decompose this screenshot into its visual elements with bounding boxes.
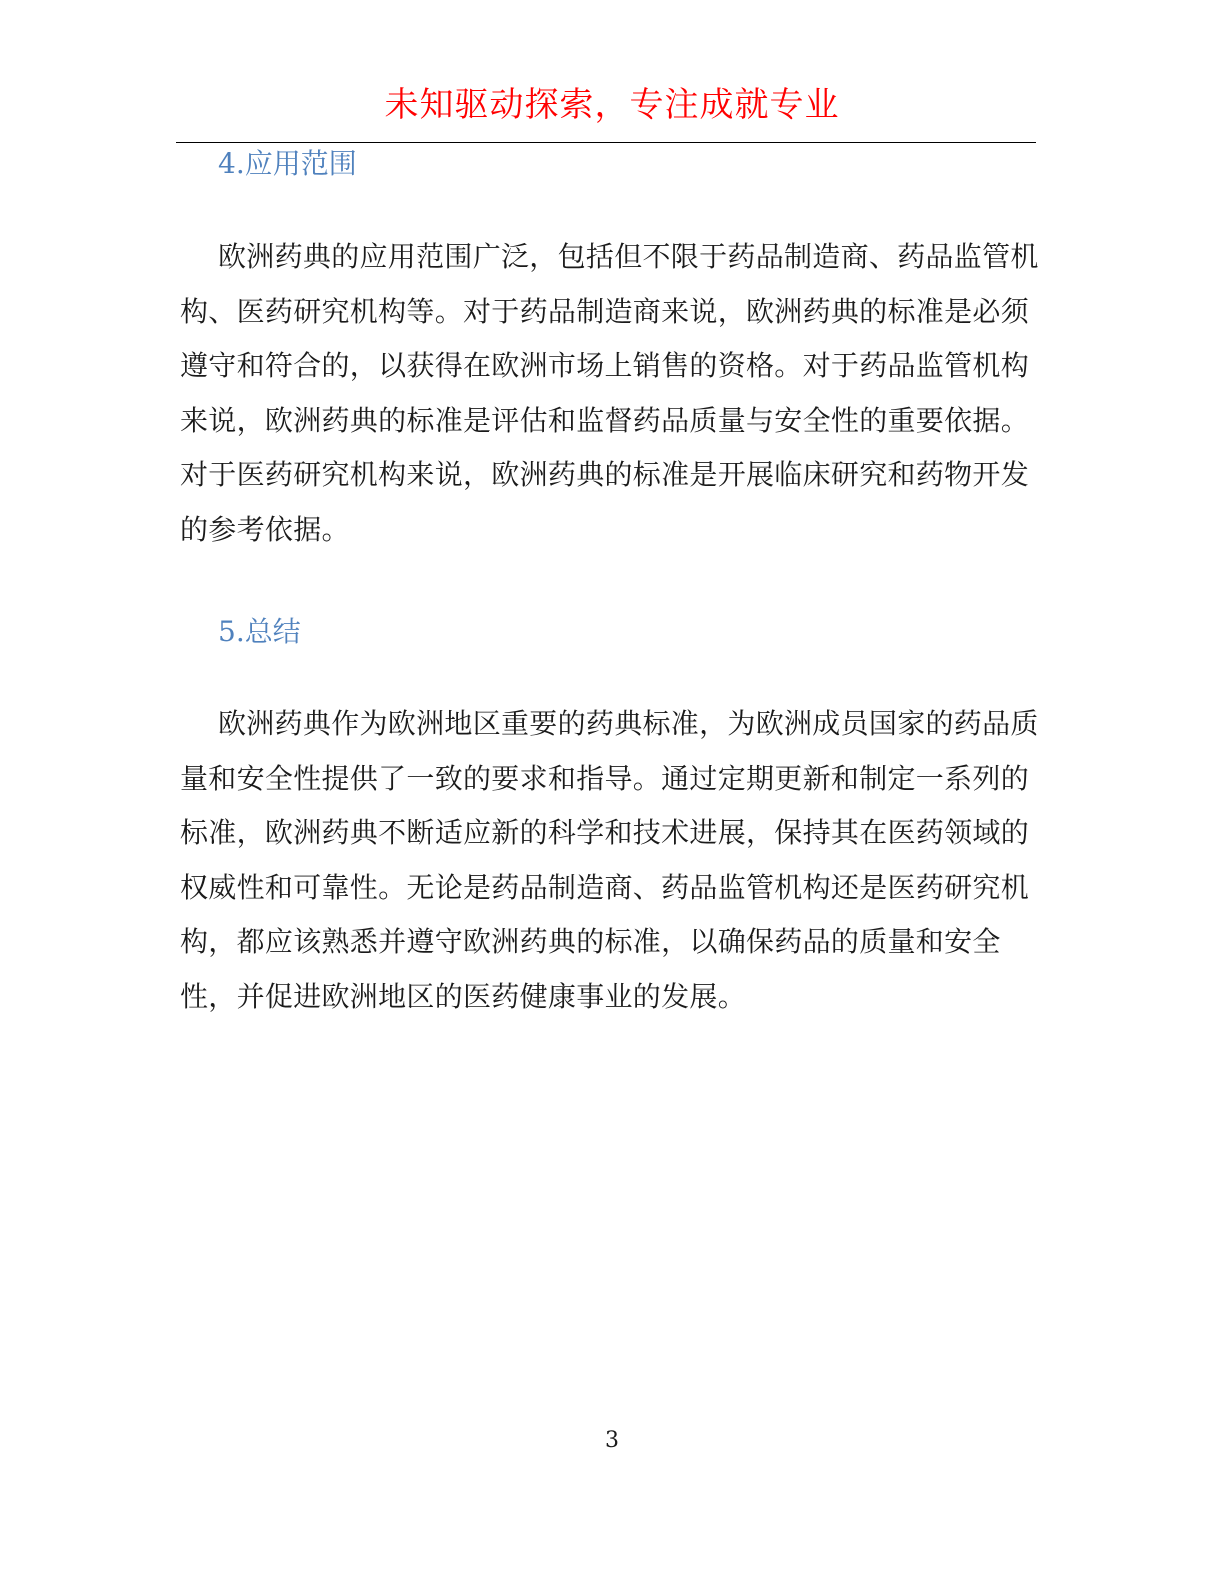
page-header-title: 未知驱动探索，专注成就专业 bbox=[384, 85, 840, 125]
page-number: 3 bbox=[605, 1428, 619, 1453]
section-heading-summary: 5.总结 bbox=[218, 615, 301, 648]
section-paragraph-summary: 欧洲药典作为欧洲地区重要的药典标准，为欧洲成员国家的药品质量和安全性提供了一致的要求和指导。通过定期更新和制定一系列的标准，欧洲药典不断适应新的科学和技术进展，保持其在医药领域的权威性和可靠性。无论是药品制造商、药品监管机构还是医药研究机构，都应该熟悉并遵守欧洲药典的标准，以确保药品的质量和安全性，并促进欧洲地区的医药健康事业的发展。 bbox=[180, 707, 1039, 1013]
section-paragraph-scope: 欧洲药典的应用范围广泛，包括但不限于药品制造商、药品监管机构、医药研究机构等。对于药品制造商来说，欧洲药典的标准是必须遵守和符合的，以获得在欧洲市场上销售的资格。对于药品监管机构来说，欧洲药典的标准是评估和监督药品质量与安全性的重要依据。对于医药研究机构来说，欧洲药典的标准是开展临床研究和药物开发的参考依据。 bbox=[180, 240, 1039, 546]
header-divider bbox=[176, 142, 1036, 143]
section-heading-scope: 4.应用范围 bbox=[218, 147, 357, 180]
